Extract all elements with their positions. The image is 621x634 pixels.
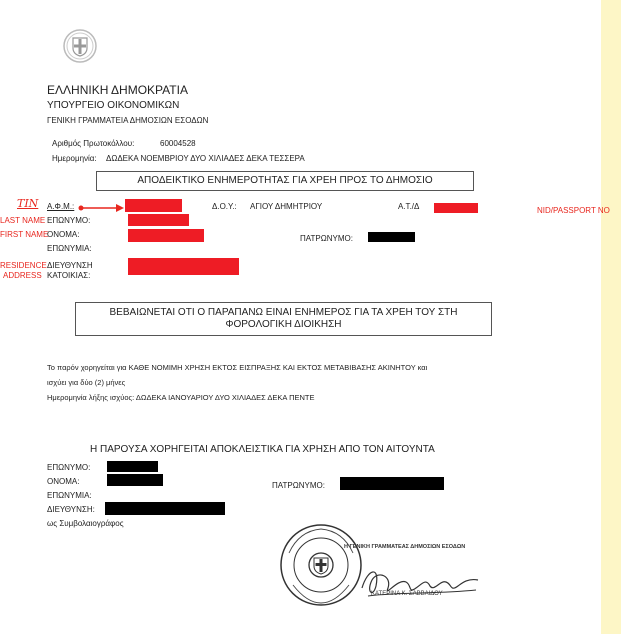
statement-line-1: ΒΕΒΑΙΩΝΕΤΑΙ ΟΤΙ Ο ΠΑΡΑΠΑΝΩ ΕΙΝΑΙ ΕΝΗΜΕΡΟΣ ΓΙΑ ΤΑ ΧΡΕΗ ΤΟΥ ΣΤΗ [109,307,458,318]
applicant-name-redaction [107,474,163,486]
applicant-name-label: ΟΝΟΜΑ: [47,477,80,486]
afm-redaction [125,199,182,212]
at-redaction [434,203,478,213]
afm-label: Α.Φ.Μ.: [47,202,75,211]
annotation-tin: TIN [17,197,39,210]
stamp-title: Η ΓΕΝΙΚΗ ΓΡΑΜΜΑΤΕΑΣ ΔΗΜΟΣΙΩΝ ΕΣΟΔΩΝ [344,544,466,550]
applicant-surname-label: ΕΠΩΝΥΜΟ: [47,463,91,472]
statement-box [75,302,492,336]
usage-line-3: Ημερομηνία λήξης ισχύος: ΔΩΔΕΚΑ ΙΑΝΟΥΑΡΙΟΥ ΔΥΟ ΧΙΛΙΑΔΕΣ ΔΕΚΑ ΠΕΝΤΕ [47,393,315,402]
header-secretariat: ΓΕΝΙΚΗ ΓΡΑΜΜΑΤΕΙΑ ΔΗΜΟΣΙΩΝ ΕΣΟΔΩΝ [47,116,209,125]
header-republic: ΕΛΛΗΝΙΚΗ ΔΗΜΟΚΡΑΤΙΑ [47,83,188,97]
annotation-last-name: LAST NAME [0,216,46,225]
annotation-address: ADDRESS [3,271,42,280]
official-seal [279,523,363,607]
address-redaction [128,258,239,275]
annotation-nid: NID/PASSPORT NO [537,206,610,215]
certificate-title-box [96,171,474,191]
applicant-surname-redaction [107,461,158,472]
applicant-patronymic-label: ΠΑΤΡΩΝΥΜΟ: [272,481,325,490]
signatory-name: ΚΑΤΕΡΙΝΑ Κ. ΣΑΒΒΑΙΔΟΥ [371,591,443,597]
protocol-number-label: Αριθμός Πρωτοκόλλου: [52,139,135,148]
page-margin-strip [601,0,621,634]
doy-label-text: Δ.Ο.Υ.: [212,202,237,211]
annotation-first-name: FIRST NAME [0,230,49,239]
header-ministry: ΥΠΟΥΡΓΕΙΟ ΟΙΚΟΝΟΜΙΚΩΝ [47,100,180,111]
patronymic-label: ΠΑΤΡΩΝΥΜΟ: [300,234,353,243]
annotation-residence: RESIDENCE [0,261,47,270]
patronymic-redaction [368,232,415,242]
applicant-title: Η ΠΑΡΟΥΣΑ ΧΟΡΗΓΕΙΤΑΙ ΑΠΟΚΛΕΙΣΤΙΚΑ ΓΙΑ ΧΡΗΣΗ ΑΠΟ ΤΟΝ ΑΙΤΟΥΝΤΑ [90,444,435,455]
applicant-role: ως Συμβολαιογράφος [47,519,124,528]
certificate-title: ΑΠΟΔΕΙΚΤΙΚΟ ΕΝΗΜΕΡΟΤΗΤΑΣ ΓΙΑ ΧΡΕΗ ΠΡΟΣ ΤΟ ΔΗΜΟΣΙΟ [137,175,433,186]
applicant-company-label: ΕΠΩΝΥΜΙΑ: [47,491,92,500]
address-label-2: ΚΑΤΟΙΚΙΑΣ: [47,271,91,280]
applicant-address-label: ΔΙΕΥΘΥΝΣΗ: [47,505,95,514]
applicant-address-redaction [105,502,225,515]
usage-line-2: ισχύει για δύο (2) μήνες [47,378,126,387]
protocol-number-value: 60004528 [160,139,196,148]
handwritten-signature [358,558,486,611]
coat-of-arms-emblem [62,28,98,64]
statement-line-2: ΦΟΡΟΛΟΓΙΚΗ ΔΙΟΙΚΗΣΗ [225,319,342,330]
applicant-patronymic-redaction [340,477,444,490]
protocol-date-label: Ημερομηνία: [52,154,97,163]
doy-value: ΑΓΙΟΥ ΔΗΜΗΤΡΙΟΥ [250,202,323,211]
name-label: ΟΝΟΜΑ: [47,230,80,239]
surname-label: ΕΠΩΝΥΜΟ: [47,216,91,225]
protocol-date-value: ΔΩΔΕΚΑ ΝΟΕΜΒΡΙΟΥ ΔΥΟ ΧΙΛΙΑΔΕΣ ΔΕΚΑ ΤΕΣΣΕΡΑ [106,154,305,163]
at-label: Α.Τ./Δ [398,202,420,211]
address-label-1: ΔΙΕΥΘΥΝΣΗ [47,261,93,270]
name-redaction [128,229,204,242]
company-label: ΕΠΩΝΥΜΙΑ: [47,244,92,253]
surname-redaction [128,214,189,226]
usage-line-1: Το παρόν χορηγείται για ΚΑΘΕ ΝΟΜΙΜΗ ΧΡΗΣΗ ΕΚΤΟΣ ΕΙΣΠΡΑΞΗΣ ΚΑΙ ΕΚΤΟΣ ΜΕΤΑΒΙΒΑΣΗΣ ΑΚΙΝΗΤΟΥ και [47,363,428,372]
